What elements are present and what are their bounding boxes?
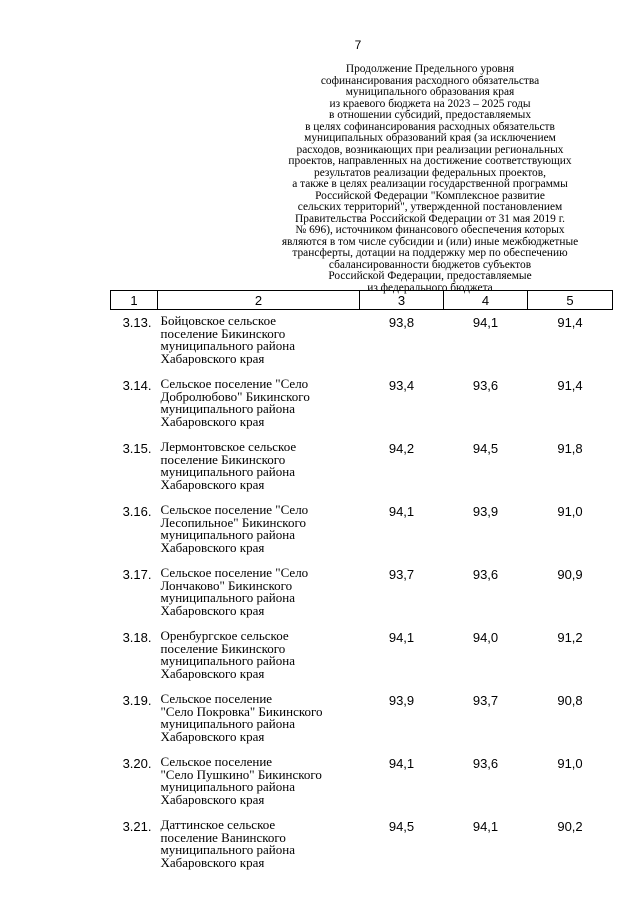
value-year-2: 94,1 — [472, 819, 499, 834]
name-line: Лесопильное" Бикинского — [160, 514, 306, 530]
data-table — [110, 290, 613, 877]
value-year-2: 94,1 — [472, 315, 499, 330]
municipality-name — [158, 310, 360, 374]
name-line: Лермонтовское сельское — [160, 439, 297, 454]
heading-line: Правительства Российской Федерации от 31 мая 2019 г. — [295, 212, 565, 225]
value-year-2: 94,0 — [472, 630, 499, 645]
name-line: Оренбургское сельское — [160, 628, 289, 643]
value-year-1: 94,5 — [388, 819, 415, 834]
table-heading — [258, 64, 602, 294]
header-row — [111, 291, 613, 310]
row-number: 3.18. — [122, 630, 152, 645]
table-row — [111, 310, 613, 374]
municipality-name — [158, 499, 360, 562]
table-row — [111, 499, 613, 562]
row-number: 3.20. — [122, 756, 152, 771]
name-line: муниципального района — [160, 338, 295, 354]
row-number: 3.19. — [122, 693, 152, 708]
name-line: Сельское поселение "Село — [160, 376, 309, 391]
value-year-2: 93,9 — [472, 504, 499, 519]
name-line: Хабаровского края — [160, 854, 265, 870]
value-year-3: 91,4 — [557, 378, 583, 393]
heading-line: сбалансированности бюджетов субъектов — [328, 258, 532, 271]
name-line: Хабаровского края — [160, 539, 265, 555]
municipality-name — [158, 688, 360, 751]
heading-line: трансферты, дотации на поддержку мер по обеспечению — [292, 247, 568, 259]
municipality-name — [158, 751, 360, 814]
row-number: 3.13. — [122, 315, 152, 330]
row-number: 3.17. — [122, 567, 152, 582]
municipality-name — [158, 436, 360, 499]
name-line: Сельское поселение "Село — [160, 565, 309, 580]
name-line: поселение Ванинского — [160, 829, 286, 845]
column-header: 2 — [158, 291, 360, 310]
municipality-name — [158, 814, 360, 877]
name-line: муниципального района — [160, 527, 295, 543]
heading-line: проектов, направленных на достижение соответствующих — [288, 155, 572, 167]
name-line: Хабаровского края — [160, 350, 265, 366]
value-year-3: 91,8 — [557, 441, 583, 456]
value-year-3: 91,2 — [557, 630, 583, 645]
table-row — [111, 562, 613, 625]
table-row — [111, 751, 613, 814]
table-row — [111, 625, 613, 688]
name-line: муниципального района — [160, 590, 295, 606]
heading-line: из краевого бюджета на 2023 – 2025 годы — [329, 97, 531, 110]
heading-line: расходов, возникающих при реализации региональных — [296, 143, 564, 156]
heading-line: софинансирования расходного обязательства — [320, 74, 540, 87]
municipality-name — [158, 625, 360, 688]
name-line: Добролюбово" Бикинского — [160, 388, 310, 404]
heading-line: сельских территорий", утвержденной постановлением — [297, 201, 563, 213]
name-line: муниципального района — [160, 716, 295, 732]
table-row — [111, 814, 613, 877]
row-number: 3.14. — [122, 378, 152, 393]
name-line: поселение Бикинского — [160, 451, 286, 467]
name-line: муниципального района — [160, 464, 295, 480]
value-year-2: 93,6 — [472, 756, 499, 771]
heading-line: в отношении субсидий, предоставляемых — [328, 109, 532, 121]
row-number: 3.15. — [122, 441, 152, 456]
name-line: Хабаровского края — [160, 476, 265, 492]
value-year-3: 90,9 — [557, 567, 583, 582]
heading-line: муниципальных образований края (за исключением — [304, 132, 556, 144]
value-year-3: 91,0 — [557, 756, 583, 771]
name-line: Сельское поселение "Село — [160, 502, 309, 517]
name-line: Сельское поселение — [160, 754, 273, 769]
name-line: муниципального района — [160, 842, 295, 858]
name-line: Бойцовское сельское — [160, 313, 277, 328]
name-line: "Село Пушкино" Бикинского — [160, 766, 322, 782]
heading-line: Российской Федерации, предоставляемые — [328, 270, 532, 282]
value-year-1: 93,9 — [388, 693, 415, 708]
heading-line: являются в том числе субсидии и (или) иные межбюджетные — [281, 235, 579, 248]
value-year-2: 93,6 — [472, 378, 499, 393]
value-year-1: 94,1 — [388, 756, 415, 771]
heading-line: результатов реализации федеральных проектов, — [314, 166, 546, 179]
column-header: 4 — [444, 291, 528, 310]
heading-line: из федерального бюджета — [367, 281, 493, 294]
heading-line: Продолжение Предельного уровня — [345, 63, 515, 75]
row-number: 3.21. — [122, 819, 152, 834]
name-line: Хабаровского края — [160, 602, 265, 618]
value-year-3: 91,0 — [557, 504, 583, 519]
municipality-name — [158, 562, 360, 625]
value-year-2: 93,7 — [472, 693, 499, 708]
value-year-2: 94,5 — [472, 441, 499, 456]
table-row — [111, 436, 613, 499]
name-line: муниципального района — [160, 653, 295, 669]
column-header: 5 — [528, 291, 613, 310]
name-line: Сельское поселение — [160, 691, 273, 706]
value-year-1: 93,7 — [388, 567, 415, 582]
row-number: 3.16. — [122, 504, 152, 519]
name-line: Лончаково" Бикинского — [160, 577, 293, 593]
name-line: поселение Бикинского — [160, 640, 286, 656]
heading-line: а также в целях реализации государственной программы — [292, 178, 568, 190]
page-number: 7 — [354, 38, 362, 52]
name-line: Хабаровского края — [160, 413, 265, 429]
value-year-1: 94,2 — [388, 441, 415, 456]
name-line: Хабаровского края — [160, 665, 265, 681]
name-line: Даттинское сельское — [160, 817, 276, 832]
name-line: поселение Бикинского — [160, 325, 286, 341]
name-line: Хабаровского края — [160, 791, 265, 807]
heading-line: в целях софинансирования расходных обязательств — [305, 120, 555, 133]
value-year-2: 93,6 — [472, 567, 499, 582]
value-year-1: 93,4 — [388, 378, 415, 393]
value-year-1: 93,8 — [388, 315, 415, 330]
value-year-1: 94,1 — [388, 504, 415, 519]
column-header: 1 — [111, 291, 158, 310]
name-line: Хабаровского края — [160, 728, 265, 744]
heading-line: № 696), источником финансового обеспечения которых — [295, 224, 565, 236]
heading-line: Российской Федерации "Комплексное развитие — [315, 189, 545, 202]
table-row — [111, 688, 613, 751]
heading-line: муниципального образования края — [345, 86, 515, 98]
name-line: муниципального района — [160, 401, 295, 417]
value-year-3: 91,4 — [557, 315, 583, 330]
municipality-name — [158, 373, 360, 436]
name-line: муниципального района — [160, 779, 295, 795]
value-year-1: 94,1 — [388, 630, 415, 645]
column-header: 3 — [360, 291, 444, 310]
table-row — [111, 373, 613, 436]
value-year-3: 90,2 — [557, 819, 583, 834]
value-year-3: 90,8 — [557, 693, 583, 708]
name-line: "Село Покровка" Бикинского — [160, 703, 323, 719]
